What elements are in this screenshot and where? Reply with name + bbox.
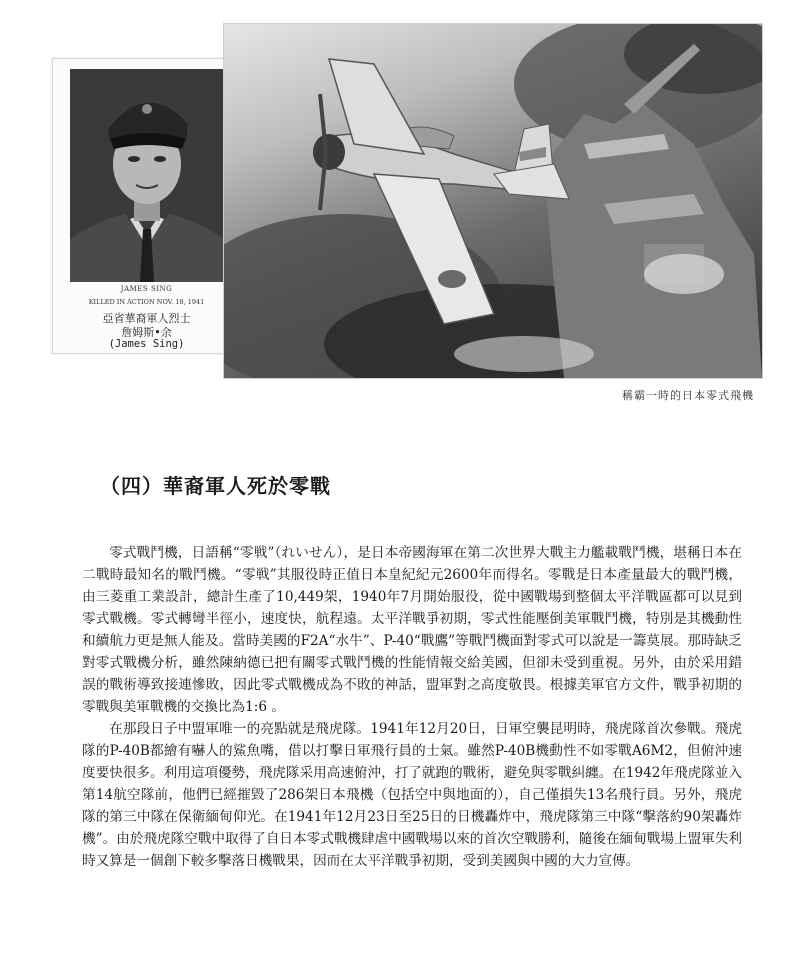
portrait-photo [70,69,224,282]
article-body [82,542,742,872]
portrait-name-caption: JAMES SING [120,285,173,293]
painting-caption: 稱霸一時的日本零式飛機 [622,389,754,402]
body-paragraph-1: 零式戰鬥機，日語稱“零戦”（れいせん），是日本帝國海軍在第二次世界大戰主力艦載戰鬥機，堪稱日本在二戰時最知名的戰鬥機。“零戦”其服役時正值日本皇紀紀元2600年而得名。零戰是日本產量最大的戰鬥機，由三菱重工業設計，總計生產了10,449架，1940年7月開始服役，從中國戰場到整個太平洋戰區都可以見到零式戰機。零式轉彎半徑小，速度快，航程遠。太平洋戰爭初期，零式性能壓倒美軍戰鬥機，特別是其機動性和續航力更是無人能及。當時美國的F2A“水牛”、P-40“戰鷹”等戰鬥機面對零式可以說是一籌莫展。那時缺乏對零式戰機分析，雖然陳納德已把有關零式戰鬥機的性能情報交給美國，但卻未受到重視。另外，由於采用錯誤的戰術導致接連慘敗，因此零式戰機成為不敗的神話，盟軍對之高度敬畏。根據美軍官方文件，戰爭初期的零戰與美軍戰機的交換比為1:6 。 [82,545,742,715]
portrait-chinese-caption-1: 亞省華裔軍人烈士 [102,312,191,325]
portrait-killed-caption: KILLED IN ACTION NOV. 18, 1941 [88,298,205,306]
portrait-english-caption: (James Sing) [108,338,185,350]
portrait-card [52,58,241,354]
body-paragraph-2: 在那段日子中盟軍唯一的亮點就是飛虎隊。1941年12月20日，日軍空襲昆明時，飛虎隊首次參戰。飛虎隊的P-40B都繪有嚇人的鯊魚嘴，借以打擊日軍飛行員的士氣。雖然P-40B機動性不如零戰A6M2，但俯沖速度要快很多。利用這項優勢，飛虎隊采用高速俯沖，打了就跑的戰術，避免與零戰糾纏。在1942年飛虎隊並入第14航空隊前，他們已經摧毀了286架日本飛機（包括空中與地面的），自己僅損失13名飛行員。另外，飛虎隊的第三中隊在保衛緬甸仰光。在1941年12月23日至25日的日機轟炸中，飛虎隊第三中隊“擊落約90架轟炸機”。由於飛虎隊空戰中取得了自日本零式戰機肆虐中國戰場以來的首次空戰勝利，隨後在緬甸戰場上盟軍失利時又算是一個創下較多擊落日機戰果，因而在太平洋戰爭初期，受到美國與中國的大力宣傳。 [82,721,742,869]
portrait-chinese-caption-2: 詹姆斯•余 [121,326,172,339]
zero-fighter-painting [223,23,763,379]
zero-fighter-illustration [224,24,762,378]
soldier-portrait-illustration [70,69,224,282]
section-heading: （四）華裔軍人死於零戰 [100,474,331,498]
